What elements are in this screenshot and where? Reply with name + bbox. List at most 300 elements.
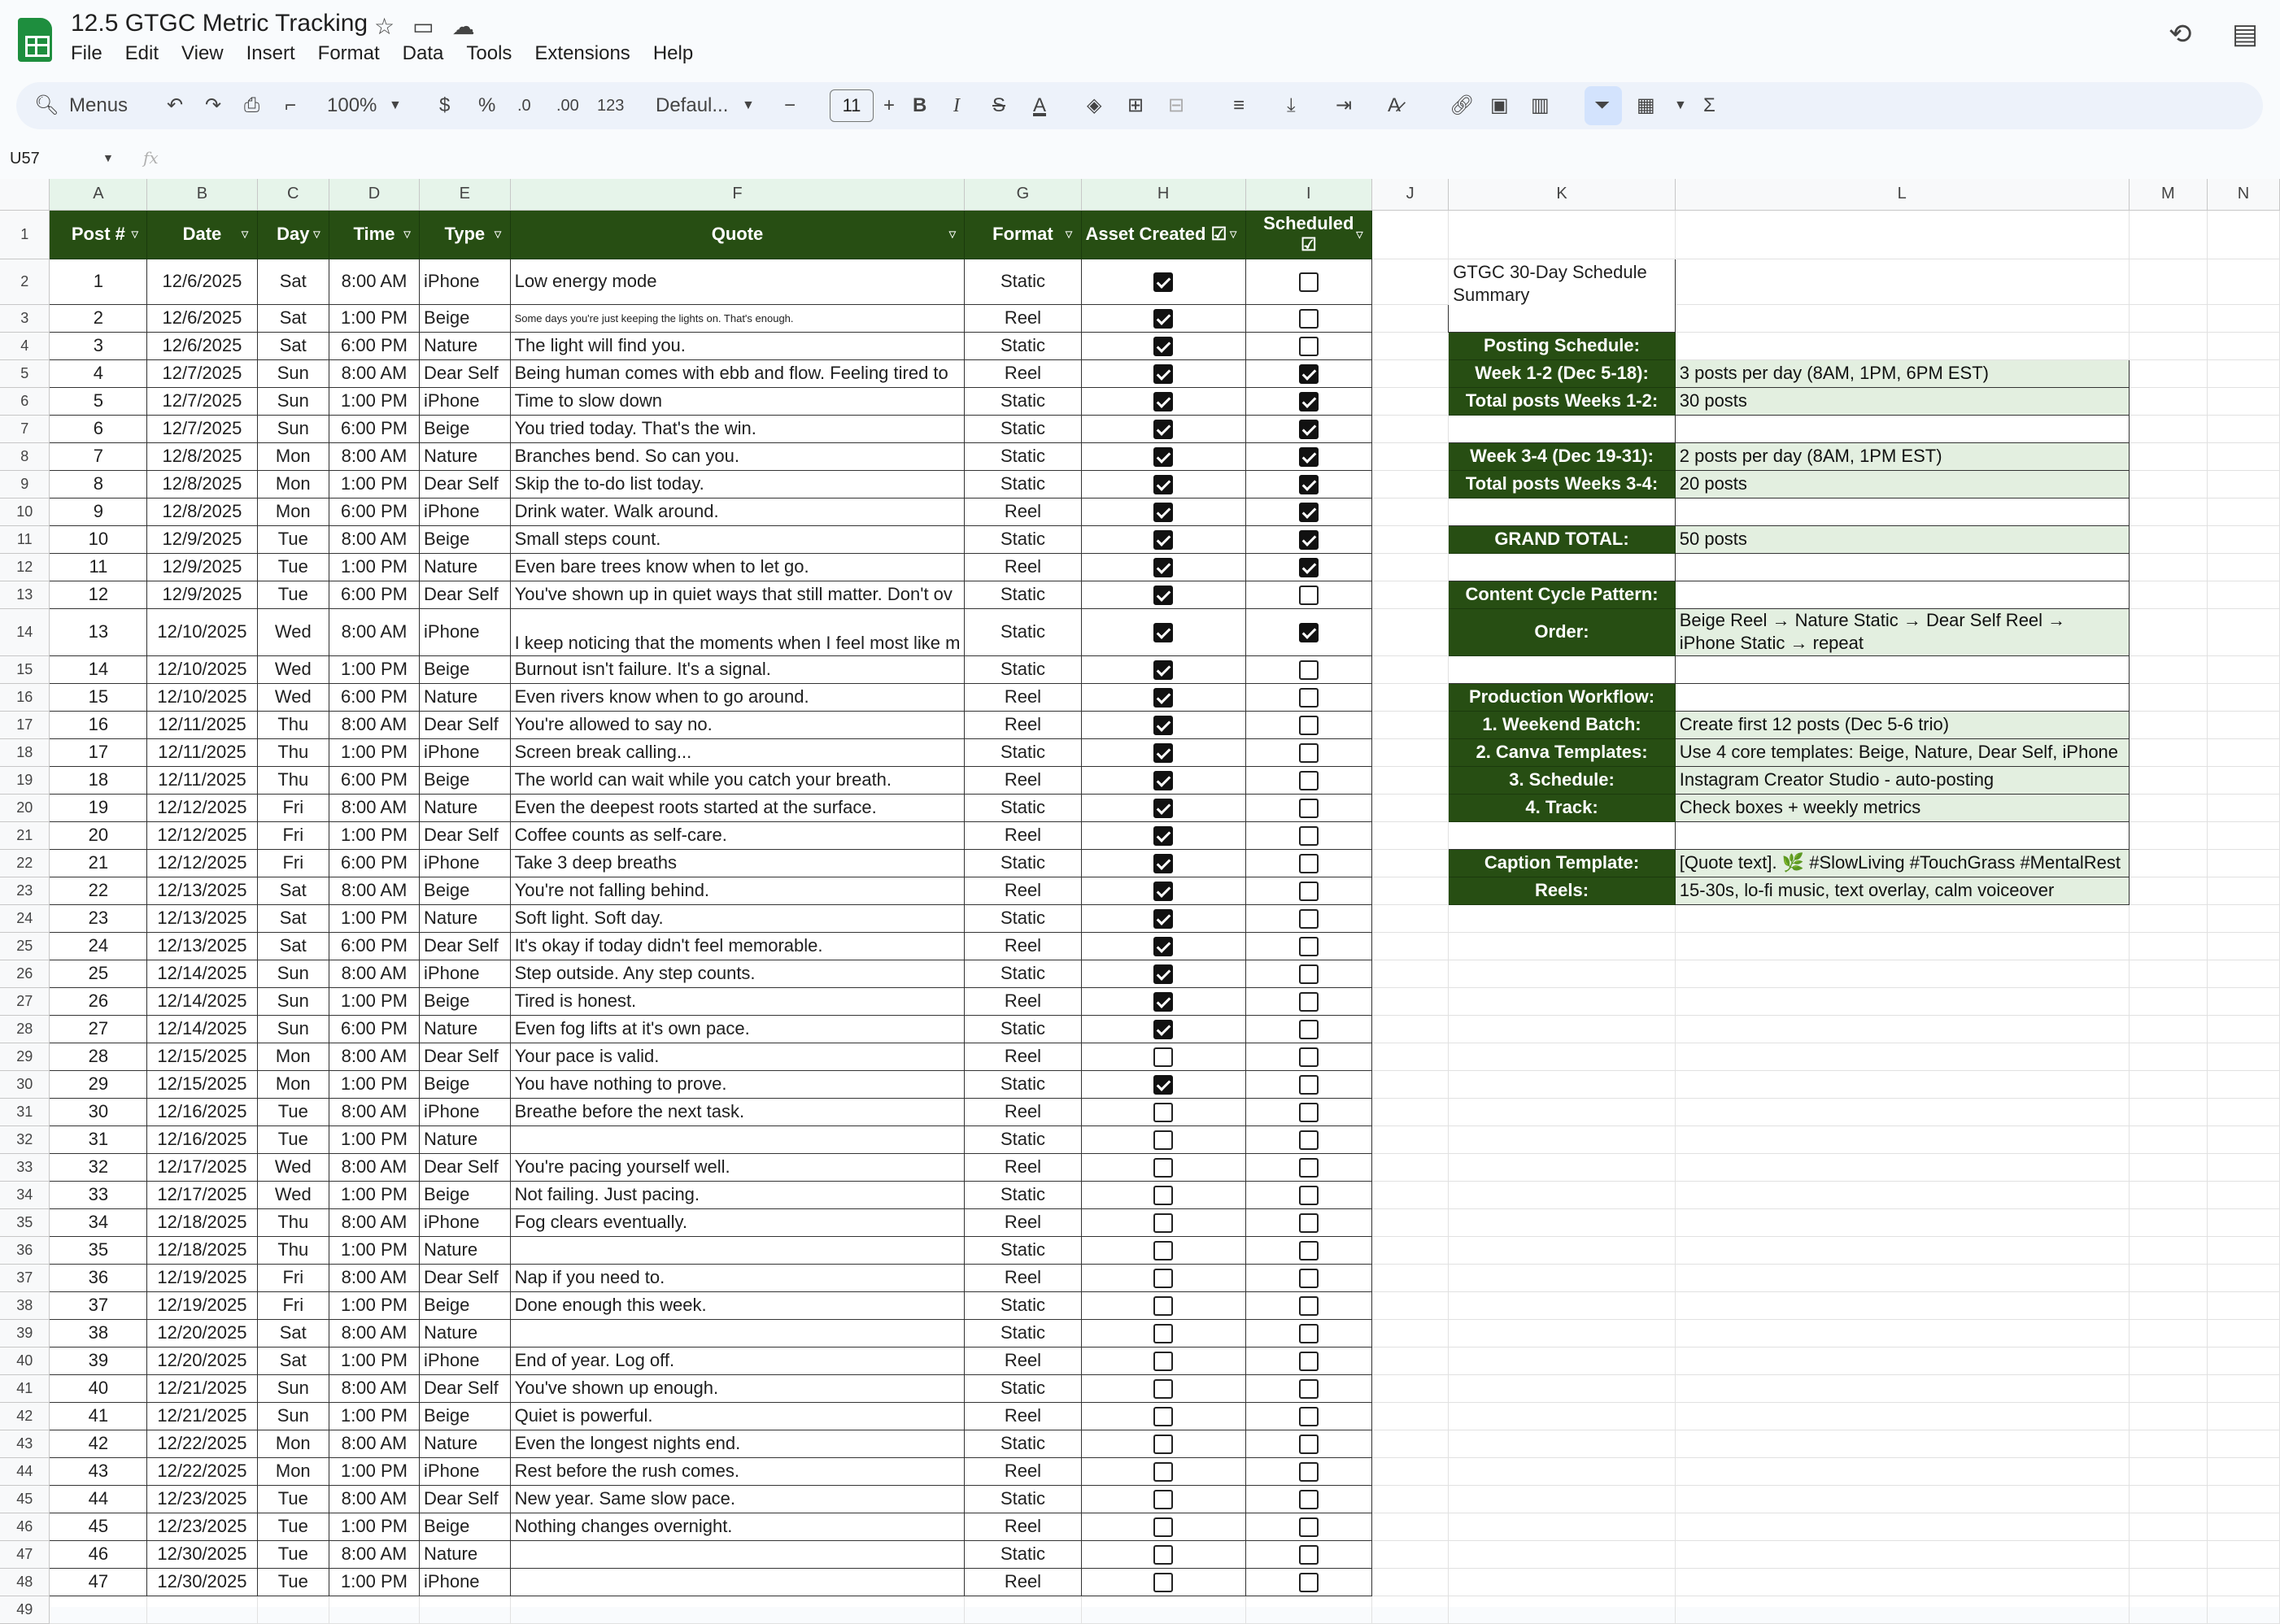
cell-date[interactable]: 12/18/2025	[147, 1236, 257, 1264]
checkbox[interactable]	[1299, 1296, 1319, 1316]
cell-date[interactable]: 12/18/2025	[147, 1208, 257, 1236]
cell-empty[interactable]	[1081, 1596, 1245, 1623]
checkbox[interactable]	[1299, 660, 1319, 680]
cell-day[interactable]: Thu	[257, 1236, 329, 1264]
checkbox[interactable]	[1299, 1352, 1319, 1371]
cell-empty[interactable]	[1371, 1319, 1448, 1347]
row-header[interactable]: 44	[0, 1457, 50, 1485]
cell-type[interactable]: Nature	[420, 904, 511, 932]
checkbox[interactable]	[1299, 447, 1319, 467]
cell-scheduled[interactable]	[1245, 1098, 1371, 1125]
checkbox[interactable]	[1299, 964, 1319, 984]
cell-empty[interactable]	[2129, 498, 2208, 525]
cell-empty[interactable]	[1371, 1540, 1448, 1568]
menu-edit[interactable]: Edit	[124, 42, 159, 64]
cell-date[interactable]: 12/9/2025	[147, 581, 257, 608]
menu-insert[interactable]: Insert	[246, 42, 295, 64]
borders-icon[interactable]: ⊞	[1127, 94, 1144, 116]
cell-empty[interactable]	[1449, 1347, 1675, 1374]
cell-empty[interactable]	[1449, 1098, 1675, 1125]
col-header-j[interactable]: J	[1371, 179, 1448, 210]
cell-format[interactable]: Static	[965, 655, 1081, 683]
posting-schedule-label[interactable]: Posting Schedule:	[1449, 332, 1675, 359]
cell-empty[interactable]	[1449, 1181, 1675, 1208]
menu-file[interactable]: File	[71, 42, 102, 64]
cell-empty[interactable]	[1449, 1125, 1675, 1153]
cell-format[interactable]: Static	[965, 849, 1081, 877]
percent-button[interactable]: %	[478, 94, 496, 116]
font-chevron-icon[interactable]: ▼	[742, 98, 755, 112]
cell-day[interactable]: Sat	[257, 877, 329, 904]
cell-type[interactable]: Nature	[420, 332, 511, 359]
cell-format[interactable]: Reel	[965, 1568, 1081, 1596]
row-header[interactable]: 8	[0, 442, 50, 470]
cell-type[interactable]: Beige	[420, 525, 511, 553]
cell-post-number[interactable]: 30	[50, 1098, 147, 1125]
row-header[interactable]: 24	[0, 904, 50, 932]
cell-empty[interactable]	[2129, 1374, 2208, 1402]
cell-quote[interactable]: Burnout isn't failure. It's a signal.	[510, 655, 965, 683]
checkbox[interactable]	[1153, 420, 1173, 439]
cell-empty[interactable]	[2129, 932, 2208, 960]
cell-asset-created[interactable]	[1081, 415, 1245, 442]
cell-post-number[interactable]: 26	[50, 987, 147, 1015]
cell-type[interactable]: Beige	[420, 1181, 511, 1208]
cell-day[interactable]: Fri	[257, 849, 329, 877]
cell-date[interactable]: 12/13/2025	[147, 932, 257, 960]
cell-empty[interactable]	[1371, 1153, 1448, 1181]
cell-asset-created[interactable]	[1081, 655, 1245, 683]
cell-empty[interactable]	[1449, 960, 1675, 987]
filter-icon[interactable]: ▿	[403, 225, 412, 242]
cell-format[interactable]: Static	[965, 525, 1081, 553]
cell-empty[interactable]	[1371, 1568, 1448, 1596]
checkbox[interactable]	[1153, 937, 1173, 956]
cell-empty[interactable]	[2208, 1181, 2280, 1208]
cell-post-number[interactable]: 15	[50, 683, 147, 711]
cell-empty[interactable]	[1675, 987, 2129, 1015]
cell-format[interactable]: Static	[965, 1374, 1081, 1402]
checkbox[interactable]	[1153, 1186, 1173, 1205]
cell-empty[interactable]	[1449, 210, 1675, 259]
cell-empty[interactable]	[1675, 498, 2129, 525]
cell-type[interactable]: iPhone	[420, 387, 511, 415]
cell-quote[interactable]: Skip the to-do list today.	[510, 470, 965, 498]
cell-format[interactable]: Static	[965, 960, 1081, 987]
cell-empty[interactable]	[1675, 1098, 2129, 1125]
col-header-h[interactable]: H	[1081, 179, 1245, 210]
checkbox[interactable]	[1153, 364, 1173, 384]
cell-quote[interactable]: Even fog lifts at it's own pace.	[510, 1015, 965, 1043]
cell-empty[interactable]	[2129, 1070, 2208, 1098]
cell-asset-created[interactable]	[1081, 359, 1245, 387]
cell-empty[interactable]	[1675, 1264, 2129, 1291]
cell-format[interactable]: Reel	[965, 766, 1081, 794]
cell-quote[interactable]: Even the deepest roots started at the surface.	[510, 794, 965, 821]
cell-day[interactable]: Mon	[257, 1457, 329, 1485]
cell-empty[interactable]	[1371, 1125, 1448, 1153]
cell-format[interactable]: Static	[965, 259, 1081, 304]
cell-empty[interactable]	[1449, 1540, 1675, 1568]
cell-format[interactable]: Static	[965, 1070, 1081, 1098]
cell-empty[interactable]	[2208, 387, 2280, 415]
cell-date[interactable]: 12/7/2025	[147, 415, 257, 442]
cell-empty[interactable]	[1675, 210, 2129, 259]
cell-quote[interactable]: End of year. Log off.	[510, 1347, 965, 1374]
cell-post-number[interactable]: 36	[50, 1264, 147, 1291]
cell-empty[interactable]	[1449, 1070, 1675, 1098]
cell-format[interactable]: Reel	[965, 711, 1081, 738]
cell-type[interactable]: Beige	[420, 1291, 511, 1319]
row-header[interactable]: 11	[0, 525, 50, 553]
cell-empty[interactable]	[965, 1596, 1081, 1623]
row-header[interactable]: 43	[0, 1430, 50, 1457]
cell-empty[interactable]	[1675, 581, 2129, 608]
cell-date[interactable]: 12/8/2025	[147, 470, 257, 498]
row-header[interactable]: 48	[0, 1568, 50, 1596]
cell-quote[interactable]: Breathe before the next task.	[510, 1098, 965, 1125]
cell-quote[interactable]: Even the longest nights end.	[510, 1430, 965, 1457]
cell-date[interactable]: 12/15/2025	[147, 1043, 257, 1070]
cell-asset-created[interactable]	[1081, 470, 1245, 498]
cell-post-number[interactable]: 24	[50, 932, 147, 960]
cell-post-number[interactable]: 46	[50, 1540, 147, 1568]
cell-type[interactable]: Dear Self	[420, 821, 511, 849]
checkbox[interactable]	[1153, 1075, 1173, 1095]
cell-empty[interactable]	[1371, 304, 1448, 332]
cell-date[interactable]: 12/6/2025	[147, 332, 257, 359]
cell-format[interactable]: Reel	[965, 359, 1081, 387]
cell-empty[interactable]	[2129, 960, 2208, 987]
caption-template-label[interactable]: Caption Template:	[1449, 849, 1675, 877]
cell-type[interactable]: Beige	[420, 1070, 511, 1098]
cell-date[interactable]: 12/16/2025	[147, 1098, 257, 1125]
row-header[interactable]: 46	[0, 1513, 50, 1540]
cell-empty[interactable]	[1371, 1208, 1448, 1236]
cell-type[interactable]: Beige	[420, 1513, 511, 1540]
cell-empty[interactable]	[1371, 849, 1448, 877]
header-format[interactable]: Format ▿	[965, 210, 1081, 259]
cell-post-number[interactable]: 16	[50, 711, 147, 738]
cell-scheduled[interactable]	[1245, 1540, 1371, 1568]
cell-post-number[interactable]: 4	[50, 359, 147, 387]
cell-quote[interactable]: Nap if you need to.	[510, 1264, 965, 1291]
row-header[interactable]: 18	[0, 738, 50, 766]
cell-time[interactable]: 1:00 PM	[329, 1347, 419, 1374]
cell-type[interactable]: Beige	[420, 877, 511, 904]
cell-empty[interactable]	[2208, 987, 2280, 1015]
checkbox[interactable]	[1153, 1130, 1173, 1150]
filter-icon[interactable]: ▿	[131, 225, 139, 242]
cell-post-number[interactable]: 13	[50, 608, 147, 655]
checkbox[interactable]	[1299, 854, 1319, 873]
week34-label[interactable]: Week 3-4 (Dec 19-31):	[1449, 442, 1675, 470]
filter-views-icon[interactable]: ▦	[1637, 94, 1655, 116]
number-format-button[interactable]: 123	[597, 97, 625, 115]
cell-format[interactable]: Reel	[965, 1264, 1081, 1291]
cell-empty[interactable]	[2129, 849, 2208, 877]
cell-empty[interactable]	[2208, 960, 2280, 987]
cell-format[interactable]: Reel	[965, 1457, 1081, 1485]
workflow3-label[interactable]: 3. Schedule:	[1449, 766, 1675, 794]
cell-empty[interactable]	[2208, 877, 2280, 904]
cell-empty[interactable]	[2208, 442, 2280, 470]
row-header[interactable]: 15	[0, 655, 50, 683]
cell-empty[interactable]	[2129, 1236, 2208, 1264]
cell-format[interactable]: Static	[965, 387, 1081, 415]
workflow2-value[interactable]: Use 4 core templates: Beige, Nature, Dear Self, iPhone	[1675, 738, 2129, 766]
cell-type[interactable]: Dear Self	[420, 711, 511, 738]
cell-empty[interactable]	[1675, 1430, 2129, 1457]
col-header-g[interactable]: G	[965, 179, 1081, 210]
summary-title[interactable]: GTGC 30-Day Schedule Summary	[1449, 259, 1675, 332]
cell-empty[interactable]	[1371, 1236, 1448, 1264]
cell-post-number[interactable]: 39	[50, 1347, 147, 1374]
cell-time[interactable]: 1:00 PM	[329, 1236, 419, 1264]
cell-asset-created[interactable]	[1081, 987, 1245, 1015]
cell-empty[interactable]	[420, 1596, 511, 1623]
cell-format[interactable]: Static	[965, 470, 1081, 498]
cell-day[interactable]: Sat	[257, 1319, 329, 1347]
cell-empty[interactable]	[1371, 581, 1448, 608]
zoom-chevron-icon[interactable]: ▼	[389, 98, 402, 112]
col-header-d[interactable]: D	[329, 179, 419, 210]
cell-empty[interactable]	[2129, 259, 2208, 304]
cell-time[interactable]: 6:00 PM	[329, 932, 419, 960]
cell-day[interactable]: Sun	[257, 387, 329, 415]
col-header-n[interactable]: N	[2208, 179, 2280, 210]
cell-empty[interactable]	[2208, 1043, 2280, 1070]
cell-asset-created[interactable]	[1081, 1098, 1245, 1125]
cell-asset-created[interactable]	[1081, 1070, 1245, 1098]
week34-value[interactable]: 2 posts per day (8AM, 1PM EST)	[1675, 442, 2129, 470]
cell-post-number[interactable]: 23	[50, 904, 147, 932]
row-header[interactable]: 1	[0, 210, 50, 259]
cell-asset-created[interactable]	[1081, 332, 1245, 359]
cell-empty[interactable]	[2129, 1540, 2208, 1568]
cell-format[interactable]: Reel	[965, 498, 1081, 525]
checkbox[interactable]	[1153, 1269, 1173, 1288]
cell-scheduled[interactable]	[1245, 987, 1371, 1015]
cell-empty[interactable]	[1245, 1596, 1371, 1623]
cell-time[interactable]: 8:00 AM	[329, 359, 419, 387]
cell-empty[interactable]	[1371, 442, 1448, 470]
cell-date[interactable]: 12/13/2025	[147, 904, 257, 932]
cell-asset-created[interactable]	[1081, 683, 1245, 711]
filter-icon[interactable]: ▿	[1355, 226, 1363, 242]
checkbox[interactable]	[1299, 1213, 1319, 1233]
cell-empty[interactable]	[1675, 932, 2129, 960]
cell-empty[interactable]	[1675, 1043, 2129, 1070]
row-header[interactable]: 27	[0, 987, 50, 1015]
cell-format[interactable]: Static	[965, 1485, 1081, 1513]
cell-empty[interactable]	[1675, 960, 2129, 987]
checkbox[interactable]	[1299, 1075, 1319, 1095]
cell-time[interactable]: 1:00 PM	[329, 1291, 419, 1319]
cell-empty[interactable]	[1449, 498, 1675, 525]
cell-scheduled[interactable]	[1245, 1070, 1371, 1098]
cell-asset-created[interactable]	[1081, 1430, 1245, 1457]
cell-type[interactable]: iPhone	[420, 738, 511, 766]
checkbox[interactable]	[1153, 475, 1173, 494]
cell-time[interactable]: 8:00 AM	[329, 1430, 419, 1457]
cell-scheduled[interactable]	[1245, 738, 1371, 766]
cell-time[interactable]: 6:00 PM	[329, 1015, 419, 1043]
fill-color-icon[interactable]: ◈	[1087, 94, 1102, 116]
cell-scheduled[interactable]	[1245, 766, 1371, 794]
cell-empty[interactable]	[2208, 1236, 2280, 1264]
cell-day[interactable]: Thu	[257, 738, 329, 766]
cell-date[interactable]: 12/21/2025	[147, 1402, 257, 1430]
cell-empty[interactable]	[2129, 1402, 2208, 1430]
text-color-icon[interactable]: A	[1033, 94, 1047, 116]
cell-type[interactable]: iPhone	[420, 849, 511, 877]
cell-quote[interactable]: Rest before the rush comes.	[510, 1457, 965, 1485]
cell-empty[interactable]	[1675, 904, 2129, 932]
menus-search[interactable]: Menus	[69, 94, 129, 116]
cell-date[interactable]: 12/21/2025	[147, 1374, 257, 1402]
cell-post-number[interactable]: 17	[50, 738, 147, 766]
italic-icon[interactable]: I	[953, 95, 960, 116]
cell-empty[interactable]	[1449, 655, 1675, 683]
cell-format[interactable]: Static	[965, 1540, 1081, 1568]
cell-quote[interactable]: Branches bend. So can you.	[510, 442, 965, 470]
cell-post-number[interactable]: 27	[50, 1015, 147, 1043]
cell-empty[interactable]	[2129, 1264, 2208, 1291]
col-header-c[interactable]: C	[257, 179, 329, 210]
cell-asset-created[interactable]	[1081, 821, 1245, 849]
cell-format[interactable]: Static	[965, 415, 1081, 442]
cell-empty[interactable]	[50, 1596, 147, 1623]
cell-date[interactable]: 12/23/2025	[147, 1513, 257, 1540]
cell-empty[interactable]	[2129, 332, 2208, 359]
cell-post-number[interactable]: 12	[50, 581, 147, 608]
cell-empty[interactable]	[2208, 904, 2280, 932]
cell-empty[interactable]	[1371, 259, 1448, 304]
workflow4-label[interactable]: 4. Track:	[1449, 794, 1675, 821]
header-quote[interactable]: Quote ▿	[510, 210, 965, 259]
cell-format[interactable]: Static	[965, 1291, 1081, 1319]
production-workflow-label[interactable]: Production Workflow:	[1449, 683, 1675, 711]
cell-day[interactable]: Tue	[257, 1540, 329, 1568]
cell-scheduled[interactable]	[1245, 1291, 1371, 1319]
checkbox[interactable]	[1153, 1241, 1173, 1260]
cell-format[interactable]: Static	[965, 1236, 1081, 1264]
cell-empty[interactable]	[2129, 1153, 2208, 1181]
cell-empty[interactable]	[1371, 1402, 1448, 1430]
cell-empty[interactable]	[1449, 904, 1675, 932]
cell-empty[interactable]	[1449, 1236, 1675, 1264]
cell-type[interactable]: iPhone	[420, 1208, 511, 1236]
cell-type[interactable]: Nature	[420, 1430, 511, 1457]
order-label[interactable]: Order:	[1449, 608, 1675, 655]
checkbox[interactable]	[1153, 558, 1173, 577]
caption-template-value[interactable]: [Quote text]. 🌿 #SlowLiving #TouchGrass #MentalRest	[1675, 849, 2129, 877]
cell-day[interactable]: Wed	[257, 655, 329, 683]
cell-asset-created[interactable]	[1081, 387, 1245, 415]
cell-empty[interactable]	[1371, 766, 1448, 794]
checkbox[interactable]	[1153, 964, 1173, 984]
cell-date[interactable]: 12/15/2025	[147, 1070, 257, 1098]
cell-empty[interactable]	[2208, 655, 2280, 683]
cell-empty[interactable]	[2208, 1457, 2280, 1485]
cell-day[interactable]: Tue	[257, 1568, 329, 1596]
cell-day[interactable]: Sun	[257, 1374, 329, 1402]
cell-time[interactable]: 8:00 AM	[329, 877, 419, 904]
cell-empty[interactable]	[1449, 821, 1675, 849]
cell-time[interactable]: 1:00 PM	[329, 904, 419, 932]
cell-empty[interactable]	[1675, 1457, 2129, 1485]
cell-date[interactable]: 12/12/2025	[147, 794, 257, 821]
cell-day[interactable]: Sun	[257, 1402, 329, 1430]
cell-date[interactable]: 12/17/2025	[147, 1153, 257, 1181]
cell-scheduled[interactable]	[1245, 581, 1371, 608]
cell-quote[interactable]: You're pacing yourself well.	[510, 1153, 965, 1181]
cell-scheduled[interactable]	[1245, 849, 1371, 877]
cell-time[interactable]: 1:00 PM	[329, 821, 419, 849]
cell-empty[interactable]	[1675, 1153, 2129, 1181]
cell-quote[interactable]: It's okay if today didn't feel memorable.	[510, 932, 965, 960]
font-size-input[interactable]: 11	[830, 89, 874, 122]
cell-quote[interactable]: I keep noticing that the moments when I feel most like m	[510, 608, 965, 655]
cell-post-number[interactable]: 37	[50, 1291, 147, 1319]
cell-day[interactable]: Wed	[257, 683, 329, 711]
insert-chart-icon[interactable]: ▥	[1531, 94, 1550, 116]
cell-date[interactable]: 12/9/2025	[147, 553, 257, 581]
cell-quote[interactable]: You have nothing to prove.	[510, 1070, 965, 1098]
cell-quote[interactable]: Soft light. Soft day.	[510, 904, 965, 932]
cell-asset-created[interactable]	[1081, 711, 1245, 738]
row-header[interactable]: 32	[0, 1125, 50, 1153]
cell-day[interactable]: Sun	[257, 1015, 329, 1043]
cell-empty[interactable]	[257, 1596, 329, 1623]
cell-post-number[interactable]: 14	[50, 655, 147, 683]
checkbox[interactable]	[1153, 392, 1173, 411]
cell-time[interactable]: 8:00 AM	[329, 794, 419, 821]
cell-empty[interactable]	[1675, 1181, 2129, 1208]
row-header[interactable]: 30	[0, 1070, 50, 1098]
cell-empty[interactable]	[2129, 470, 2208, 498]
cell-empty[interactable]	[1449, 1568, 1675, 1596]
grand-total-value[interactable]: 50 posts	[1675, 525, 2129, 553]
cell-empty[interactable]	[2208, 1374, 2280, 1402]
cell-empty[interactable]	[1371, 711, 1448, 738]
cell-scheduled[interactable]	[1245, 711, 1371, 738]
cell-scheduled[interactable]	[1245, 553, 1371, 581]
cell-empty[interactable]	[1449, 1043, 1675, 1070]
cell-asset-created[interactable]	[1081, 304, 1245, 332]
cell-empty[interactable]	[1675, 683, 2129, 711]
cell-empty[interactable]	[1371, 470, 1448, 498]
cell-type[interactable]: Nature	[420, 1015, 511, 1043]
cell-scheduled[interactable]	[1245, 655, 1371, 683]
cell-asset-created[interactable]	[1081, 1540, 1245, 1568]
checkbox[interactable]	[1153, 1324, 1173, 1343]
increase-font-icon[interactable]: +	[883, 94, 896, 116]
row-header[interactable]: 5	[0, 359, 50, 387]
cell-empty[interactable]	[2129, 1208, 2208, 1236]
cell-empty[interactable]	[1371, 1264, 1448, 1291]
cell-empty[interactable]	[1371, 932, 1448, 960]
cell-time[interactable]: 8:00 AM	[329, 1319, 419, 1347]
cell-post-number[interactable]: 11	[50, 553, 147, 581]
cell-format[interactable]: Static	[965, 1015, 1081, 1043]
cell-scheduled[interactable]	[1245, 904, 1371, 932]
row-header[interactable]: 9	[0, 470, 50, 498]
cell-quote[interactable]: Some days you're just keeping the lights on. That's enough.	[510, 304, 965, 332]
cell-empty[interactable]	[1371, 1430, 1448, 1457]
cell-day[interactable]: Thu	[257, 766, 329, 794]
